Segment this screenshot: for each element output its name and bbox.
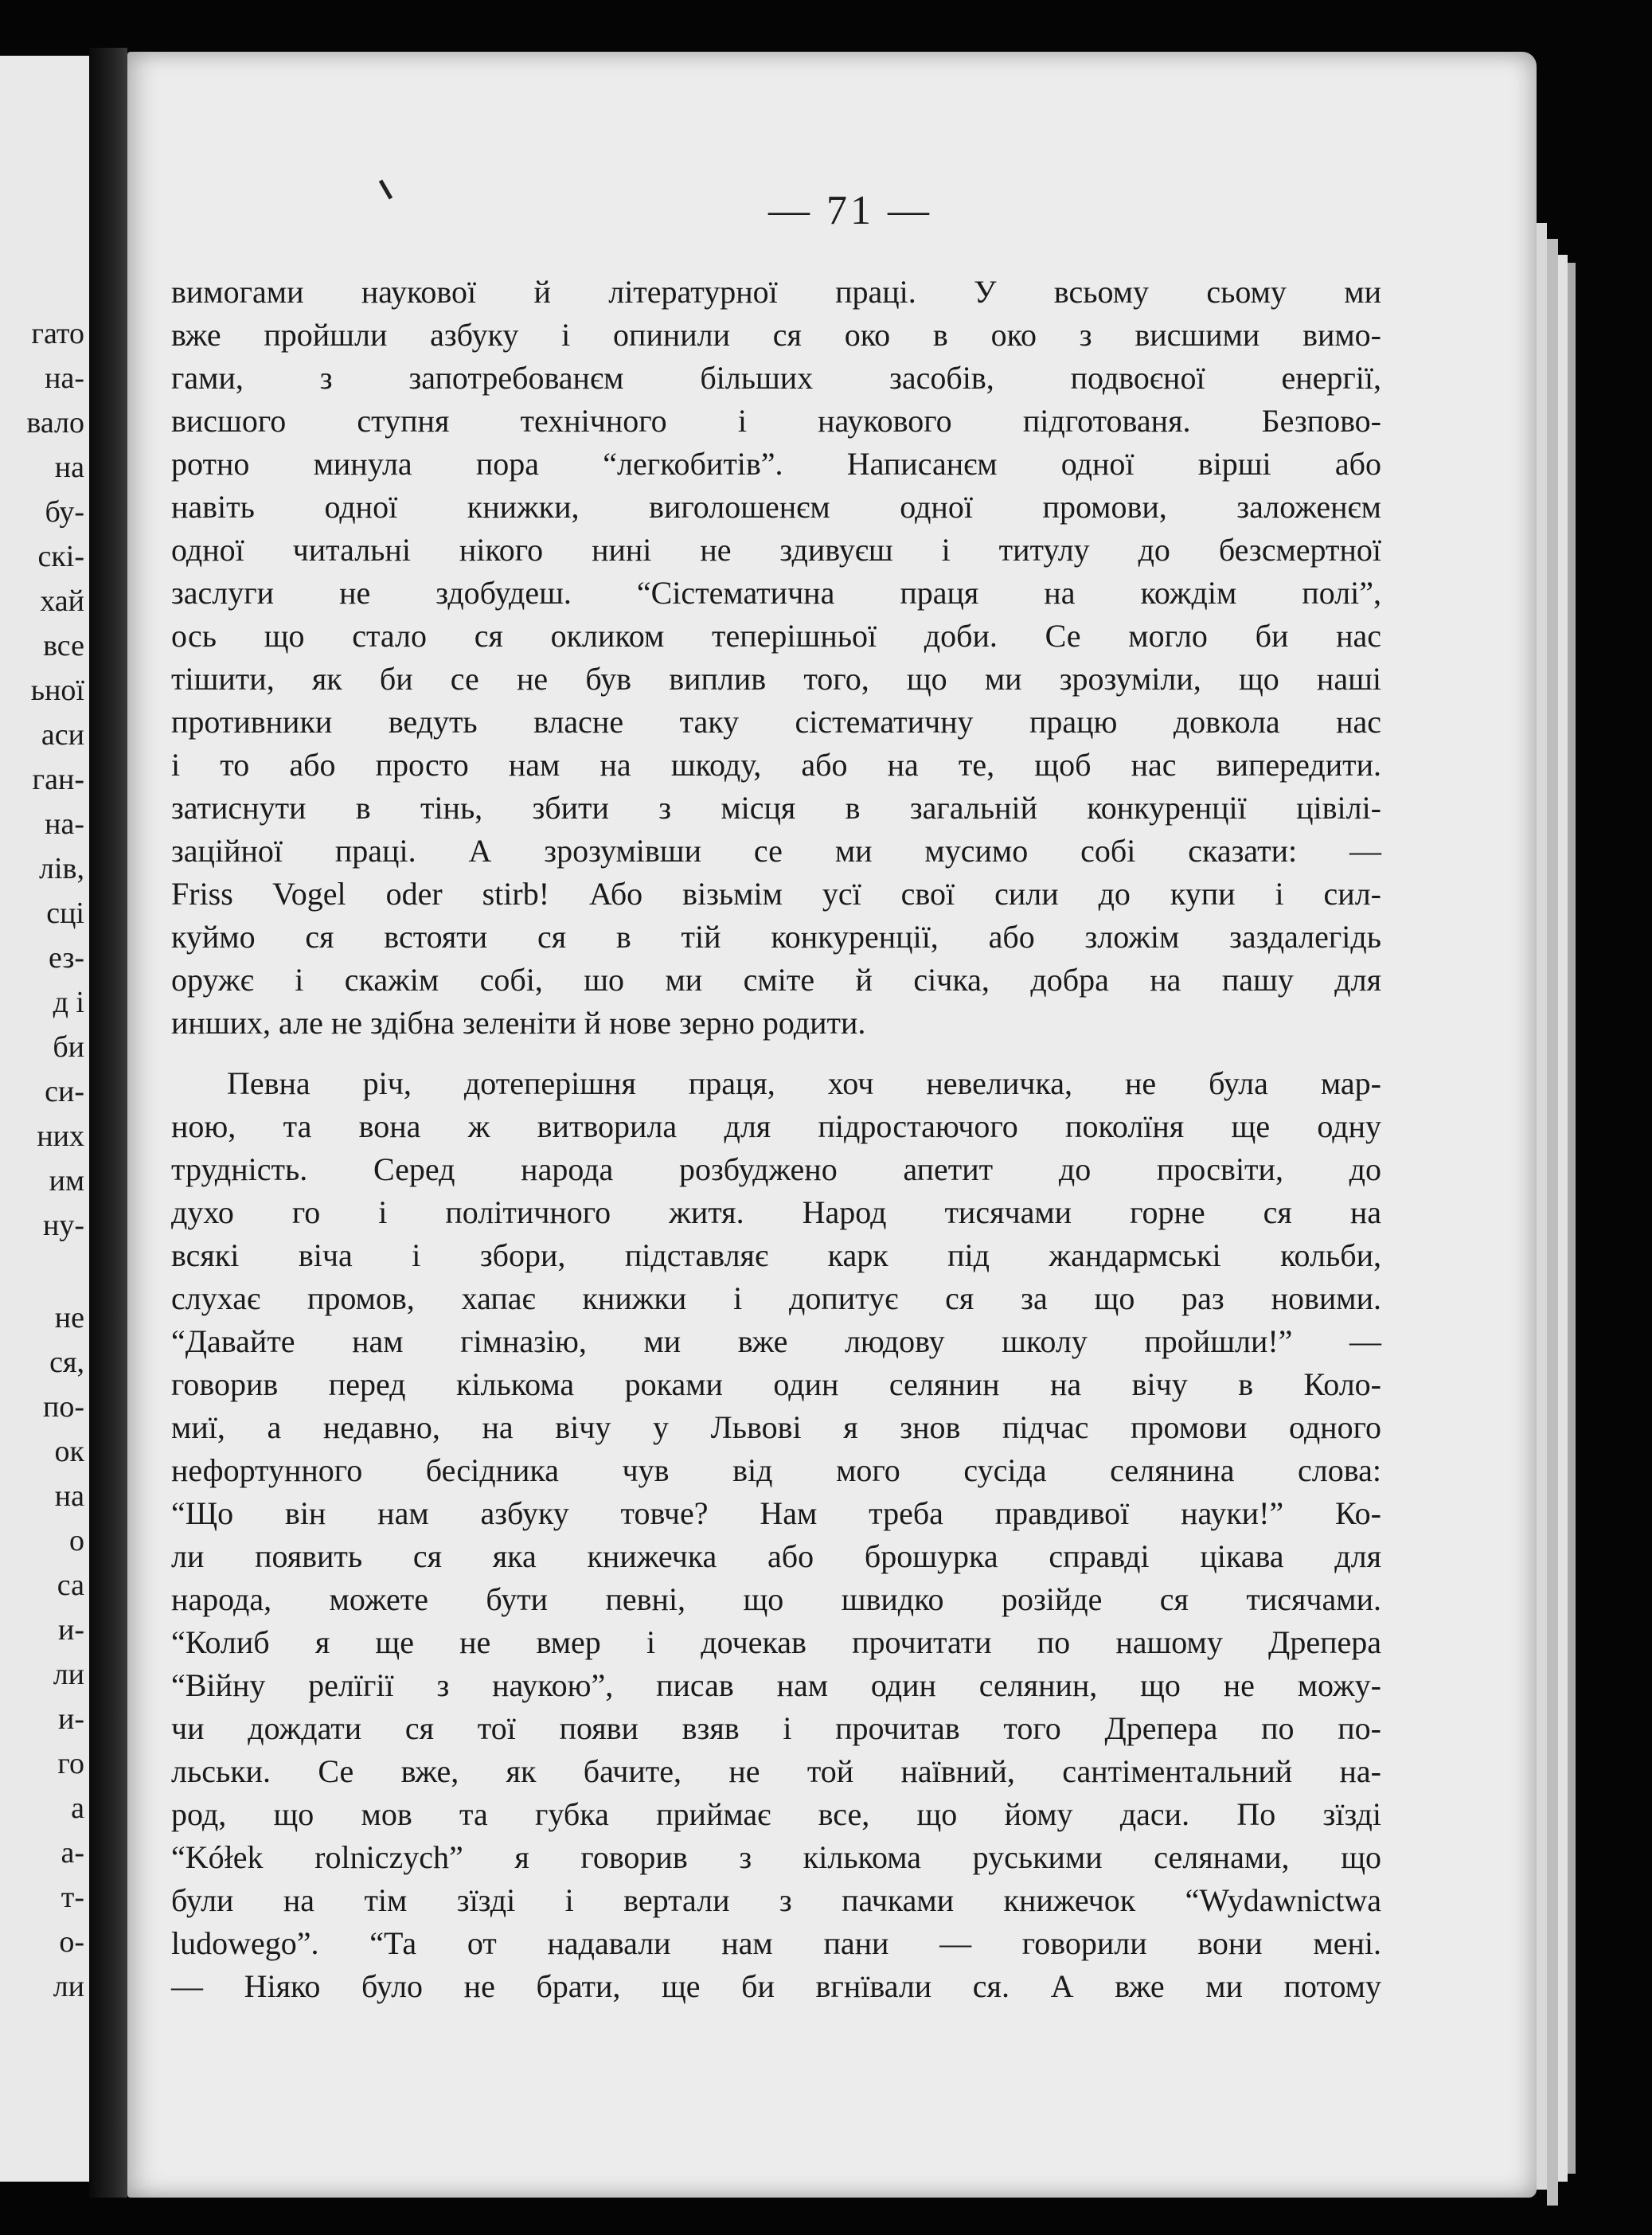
text-line: льськи. Се вже, як бачите, не той наївний, сантіментальний на- [171,1753,1381,1789]
left-page-fragment: по- [43,1390,84,1424]
text-line: “Kółek rolniczych” я говорив з кількома руськими селянами, що [171,1839,1381,1875]
text-line: заційної праці. А зрозумівши се ми мусимо собі сказати: — [171,833,1381,869]
text-line: тішити, як би се не був виплив того, що ми зрозуміли, що наші [171,661,1381,697]
text-line: “Війну релїгії з наукою”, писав нам один селянин, що не можу- [171,1667,1381,1703]
left-page-fragment: и- [58,1613,84,1647]
text-line: род, що мов та губка приймає все, що йому даси. По зїзді [171,1796,1381,1832]
page-edge [1547,239,1558,2206]
left-page-fragment: т- [61,1881,84,1914]
text-line: одної читальні нікого нині не здивуєш і титулу до безсмертної [171,532,1381,568]
left-page-fragment: скі- [37,540,84,573]
left-page-fragment: гато [31,317,84,350]
text-line: — Ніяко було не брати, ще би вгнївали ся. А вже ми потому [171,1968,1381,2004]
left-page-fragment: аси [41,718,84,752]
text-line: духо го і політичного житя. Народ тисячами горне ся на [171,1194,1381,1230]
left-page-fragment: на- [45,361,84,395]
text-line: Певна річ, дотеперішня праця, хоч невеличка, не була мар- [227,1065,1381,1101]
book-page [127,52,1537,2198]
left-page-fragment: ган- [32,763,84,796]
text-line: чи дождати ся тої появи взяв і прочитав того Дрепера по по- [171,1710,1381,1746]
left-page-fragment: а- [61,1836,84,1870]
text-line: ротно минула пора “легкобитів”. Написанєм одної вірші або [171,446,1381,482]
left-page-fragment: ок [54,1435,84,1468]
left-page-fragment: го [57,1747,84,1780]
text-line: ось що стало ся окликом теперішньої доби. Се могло би нас [171,618,1381,654]
text-line: гами, з запотребованєм більших засобів, подвоєної енергії, [171,360,1381,396]
left-page-fragment: а [71,1792,84,1825]
left-page-fragment: на- [45,807,84,841]
text-line: “Що він нам азбуку товче? Нам треба правдивої науки!” Ко- [171,1495,1381,1531]
left-page-fragment: хай [40,584,84,618]
left-page-fragment: ли [53,1970,84,2003]
text-line: затиснути в тінь, збити з місця в загальній конкуренції цівілі- [171,790,1381,826]
left-page-fragment: на [54,1479,84,1513]
left-page-fragment: д і [53,986,84,1019]
text-line: ною, та вона ж витворила для підростаючого поколїня ще одну [171,1108,1381,1144]
text-line: всякі віча і збори, підставляє карк під жандармські кольби, [171,1237,1381,1273]
left-page-fragment: би [53,1030,84,1064]
left-page-fragment: них [37,1119,84,1153]
page-text [171,271,1381,2008]
left-page-fragment: все [43,629,84,662]
book-gutter [89,48,127,2198]
left-page-fragment: о [69,1524,84,1557]
left-page-fragment: ну- [43,1209,84,1242]
text-line: висшого ступня технічного і наукового підготованя. Безпово- [171,403,1381,439]
left-page-fragment: са [57,1569,84,1602]
page-edge [1558,255,1568,2182]
text-line: противники ведуть власне таку сістематичну працю довкола нас [171,704,1381,740]
ink-mark [379,179,392,199]
text-line: “Колиб я ще не вмер і дочекав прочитати по нашому Дрепера [171,1624,1381,1660]
left-page-fragment: си- [45,1075,84,1108]
text-line: оружє і скажім собі, шо ми сміте й січка, добра на пашу для [171,962,1381,998]
paragraph-gap [171,1045,1381,1062]
text-line: заслуги не здобудеш. “Сістематична праця на кождім полі”, [171,575,1381,611]
left-page-fragment: ся, [49,1346,84,1379]
left-page-fragment: лів, [39,852,84,885]
left-page-fragment: и- [58,1702,84,1736]
text-line: навіть одної книжки, виголошенєм одної промови, заложенєм [171,489,1381,525]
left-page-fragment: сці [46,897,84,930]
page-number: — 71 — [768,188,932,233]
text-line: вимогами наукової й літературної праці. У всьому сьому ми [171,274,1381,310]
text-line: куймо ся встояти ся в тій конкуренції, або зложім заздалегідь [171,919,1381,955]
left-page-fragment: не [54,1301,84,1334]
left-page-fragment: на [54,451,84,484]
left-page-fragment: ьної [30,674,84,707]
left-page-fragment: вало [26,406,84,440]
text-line: слухає промов, хапає книжки і допитує ся за що раз новими. [171,1280,1381,1316]
text-line: говорив перед кількома роками один селянин на вічу в Коло- [171,1366,1381,1402]
text-line: нефортунного бесідника чув від мого сусіда селянина слова: [171,1452,1381,1488]
text-line: миї, а недавно, на вічу у Львові я знов підчас промови одного [171,1409,1381,1445]
text-line: ludowego”. “Та от надавали нам пани — говорили вони мені. [171,1925,1381,1961]
text-line: народа, можете бути певні, що швидко розійде ся тисячами. [171,1581,1381,1617]
text-line: инших, але не здібна зеленіти й нове зерно родити. [171,1005,866,1041]
text-line: трудність. Серед народа розбуджено апетит до просвіти, до [171,1151,1381,1187]
text-line: ли появить ся яка книжечка або брошурка справді цікава для [171,1538,1381,1574]
left-page-fragment: о- [59,1925,84,1959]
text-line: “Давайте нам гімназію, ми вже людову школу пройшли!” — [171,1323,1381,1359]
text-line: були на тім зїзді і вертали з пачками книжечок “Wydawnictwa [171,1882,1381,1918]
left-page-edge [0,56,89,2182]
text-line: вже пройшли азбуку і опинили ся око в око з висшими вимо- [171,317,1381,353]
text-line: і то або просто нам на шкоду, або на те, щоб нас випередити. [171,747,1381,783]
page-edge [1568,263,1576,2174]
left-page-fragment: им [49,1164,84,1198]
left-page-fragment: ез- [49,941,84,975]
left-page-fragment: бу- [45,495,84,529]
text-line: Friss Vogel oder stirb! Або візьмім усї свої сили до купи і сил- [171,876,1381,912]
left-page-fragment: ли [53,1658,84,1691]
